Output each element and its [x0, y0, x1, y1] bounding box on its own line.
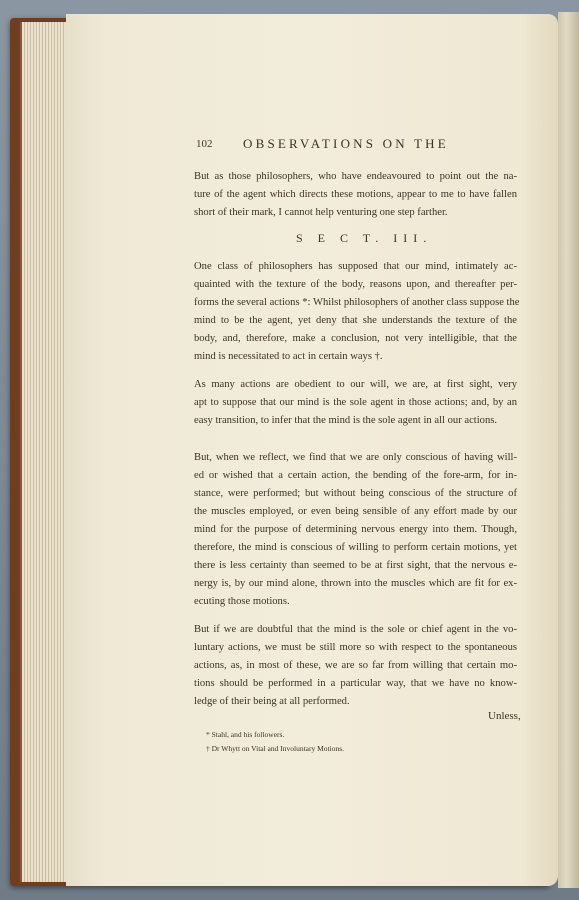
footnote: * Stahl, and his followers. [206, 730, 285, 739]
facing-page-edge [558, 12, 579, 888]
text-line: ecuting those motions. [194, 596, 290, 607]
text-line: the muscles employed, or even being sensible of any effort made by our [194, 506, 517, 517]
text-line: quainted with the texture of the body, reasons upon, and thereafter per- [194, 279, 517, 290]
text-line: But as those philosophers, who have endeavoured to point out the na- [194, 171, 517, 182]
text-line: ture of the agent which directs these motions, appear to me to have fallen [194, 189, 517, 200]
text-line: ledge of their being at all performed. [194, 696, 350, 707]
text-line: apt to suppose that our mind is the sole agent in those actions; and, by an [194, 397, 517, 408]
text-line: One class of philosophers has supposed that our mind, intimately ac- [194, 261, 517, 272]
text-line: therefore, the mind is conscious of willing to perform certain motions, yet [194, 542, 517, 553]
text-line: stance, were performed; but without being conscious of the structure of [194, 488, 517, 499]
text-line: As many actions are obedient to our will, we are, at first sight, very [194, 379, 517, 390]
text-line: But if we are doubtful that the mind is the sole or chief agent in the vo- [194, 624, 517, 635]
text-line: ed or wished that a certain action, the bending of the fore-arm, for in- [194, 470, 517, 481]
text-line: But, when we reflect, we find that we are only conscious of having will- [194, 452, 517, 463]
section-heading: S E C T. III. [296, 231, 433, 245]
text-line: forms the several actions *: Whilst philosophers of another class suppose the [194, 297, 520, 308]
text-line: mind for the purpose of determining nervous energy into them. Though, [194, 524, 517, 535]
text-line: easy transition, to infer that the mind is the sole agent in all our actions. [194, 415, 498, 426]
text-line: short of their mark, I cannot help venturing one step farther. [194, 207, 448, 218]
page-number: 102 [196, 138, 213, 150]
catchword: Unless, [488, 710, 521, 722]
text-line: body, and, therefore, make a conclusion, not very intelligible, that the [194, 333, 517, 344]
text-line: nergy is, by our mind alone, thrown into the muscles which are fit for ex- [194, 578, 517, 589]
text-line: actions, as, in most of these, we are so far from willing that certain mo- [194, 660, 517, 671]
text-line: there is less certainty than seemed to be at first sight, that the nervous e- [194, 560, 517, 571]
text-line: mind is necessitated to act in certain ways †. [194, 351, 383, 362]
text-line: mind to be the agent, yet deny that she understands the texture of the [194, 315, 517, 326]
text-line: luntary actions, we must be still more so with respect to the spontaneous [194, 642, 517, 653]
running-title: OBSERVATIONS ON THE [243, 136, 449, 151]
text-line: tions should be performed in a particular way, that we have no know- [194, 678, 517, 689]
footnote: † Dr Whytt on Vital and Involuntary Motions. [206, 744, 345, 753]
